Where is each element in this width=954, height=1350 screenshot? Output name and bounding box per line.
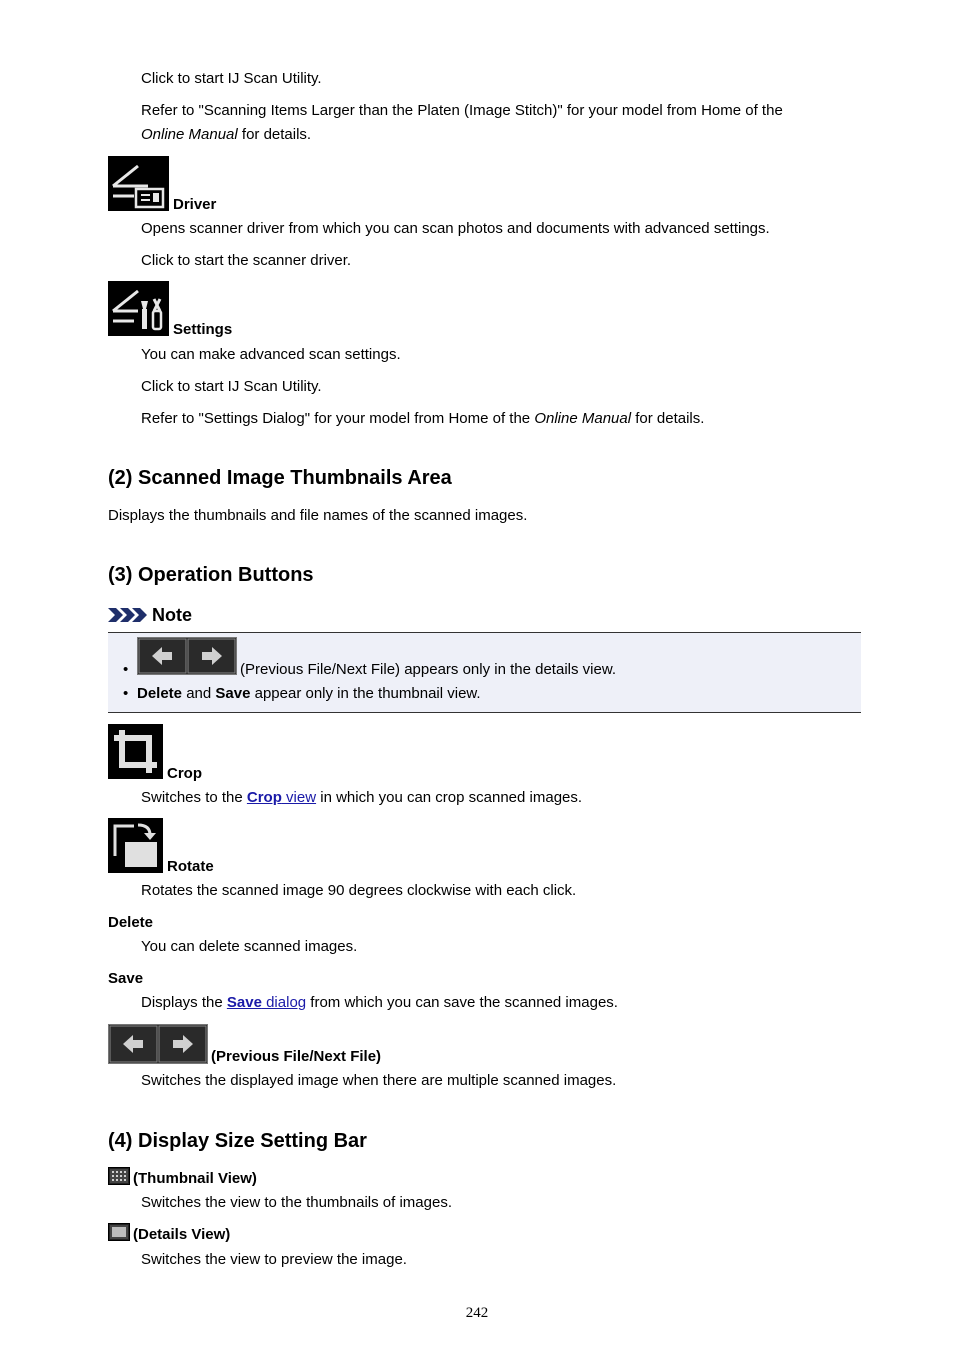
settings-desc-2: Click to start IJ Scan Utility. [141, 378, 322, 395]
rotate-label: Rotate [167, 858, 214, 875]
delete-desc: You can delete scanned images. [141, 938, 358, 955]
settings-label: Settings [173, 321, 233, 338]
crop-desc-b: in which you can crop scanned images. [316, 789, 583, 806]
thumbnail-view-label: (Thumbnail View) [133, 1170, 257, 1187]
crop-desc-a: Switches to the [141, 789, 247, 806]
note-and-word: and [182, 685, 216, 702]
details-view-icon [108, 1223, 130, 1241]
delete-label: Delete [108, 914, 154, 931]
note-bullet-2: • [123, 685, 129, 702]
save-desc-a: Displays the [141, 994, 227, 1011]
thumbnail-view-desc: Switches the view to the thumbnails of images. [141, 1194, 452, 1211]
driver-desc-2: Click to start the scanner driver. [141, 252, 352, 269]
prev-next-buttons-icon [108, 1024, 208, 1064]
save-desc-b: from which you can save the scanned images. [306, 994, 618, 1011]
online-manual-text-2: Online Manual [534, 410, 632, 427]
section-4-heading: (4) Display Size Setting Bar [108, 1130, 367, 1152]
save-link-bold: Save [226, 994, 262, 1011]
settings-desc-3a: Refer to "Settings Dialog" for your model from Home of the [141, 410, 535, 427]
crop-view-link[interactable] [247, 789, 316, 806]
section-2-heading: (2) Scanned Image Thumbnails Area [108, 467, 452, 489]
save-label: Save [108, 970, 144, 987]
note-save-word: Save [215, 685, 251, 702]
intro-line-3 [141, 126, 311, 144]
prev-next-label: (Previous File/Next File) [211, 1048, 382, 1065]
note-item-2-rest: appear only in the thumbnail view. [250, 685, 481, 702]
settings-icon [108, 281, 169, 336]
settings-desc-1: You can make advanced scan settings. [141, 346, 401, 363]
settings-desc-3 [141, 410, 704, 428]
crop-icon [108, 724, 163, 779]
intro-line-3-rest: for details. [237, 126, 312, 143]
details-view-label: (Details View) [133, 1226, 231, 1243]
rotate-desc: Rotates the scanned image 90 degrees clockwise with each click. [141, 882, 577, 899]
prev-next-buttons-small [137, 637, 237, 675]
crop-desc [141, 789, 582, 807]
save-dialog-link[interactable] [227, 994, 306, 1011]
driver-label: Driver [173, 196, 217, 213]
note-delete-word: Delete [137, 685, 183, 702]
section-2-desc: Displays the thumbnails and file names of the scanned images. [108, 507, 528, 524]
driver-desc-1: Opens scanner driver from which you can scan photos and documents with advanced settings. [141, 220, 770, 237]
intro-line-2: Refer to "Scanning Items Larger than the Platen (Image Stitch)" for your model from Home of the [141, 102, 783, 119]
save-link-rest: dialog [261, 994, 307, 1011]
note-bullet-1: • [123, 661, 129, 678]
crop-label: Crop [167, 765, 202, 782]
crop-link-bold: Crop [246, 789, 282, 806]
crop-link-rest: view [281, 789, 317, 806]
section-3-heading: (3) Operation Buttons [108, 564, 314, 586]
prev-next-desc: Switches the displayed image when there are multiple scanned images. [141, 1072, 617, 1089]
rotate-icon [108, 818, 163, 873]
online-manual-text: Online Manual [141, 126, 238, 143]
page-number: 242 [465, 1305, 489, 1321]
save-desc [141, 994, 618, 1012]
note-title: Note [152, 605, 192, 625]
intro-line-1: Click to start IJ Scan Utility. [141, 70, 322, 87]
driver-icon [108, 156, 169, 211]
note-chevrons-icon [108, 606, 148, 624]
details-view-desc: Switches the view to preview the image. [141, 1251, 407, 1268]
thumbnail-view-icon [108, 1167, 130, 1185]
note-item-1: (Previous File/Next File) appears only in the details view. [240, 661, 616, 678]
note-item-2 [137, 685, 481, 703]
settings-desc-3b: for details. [631, 410, 705, 427]
